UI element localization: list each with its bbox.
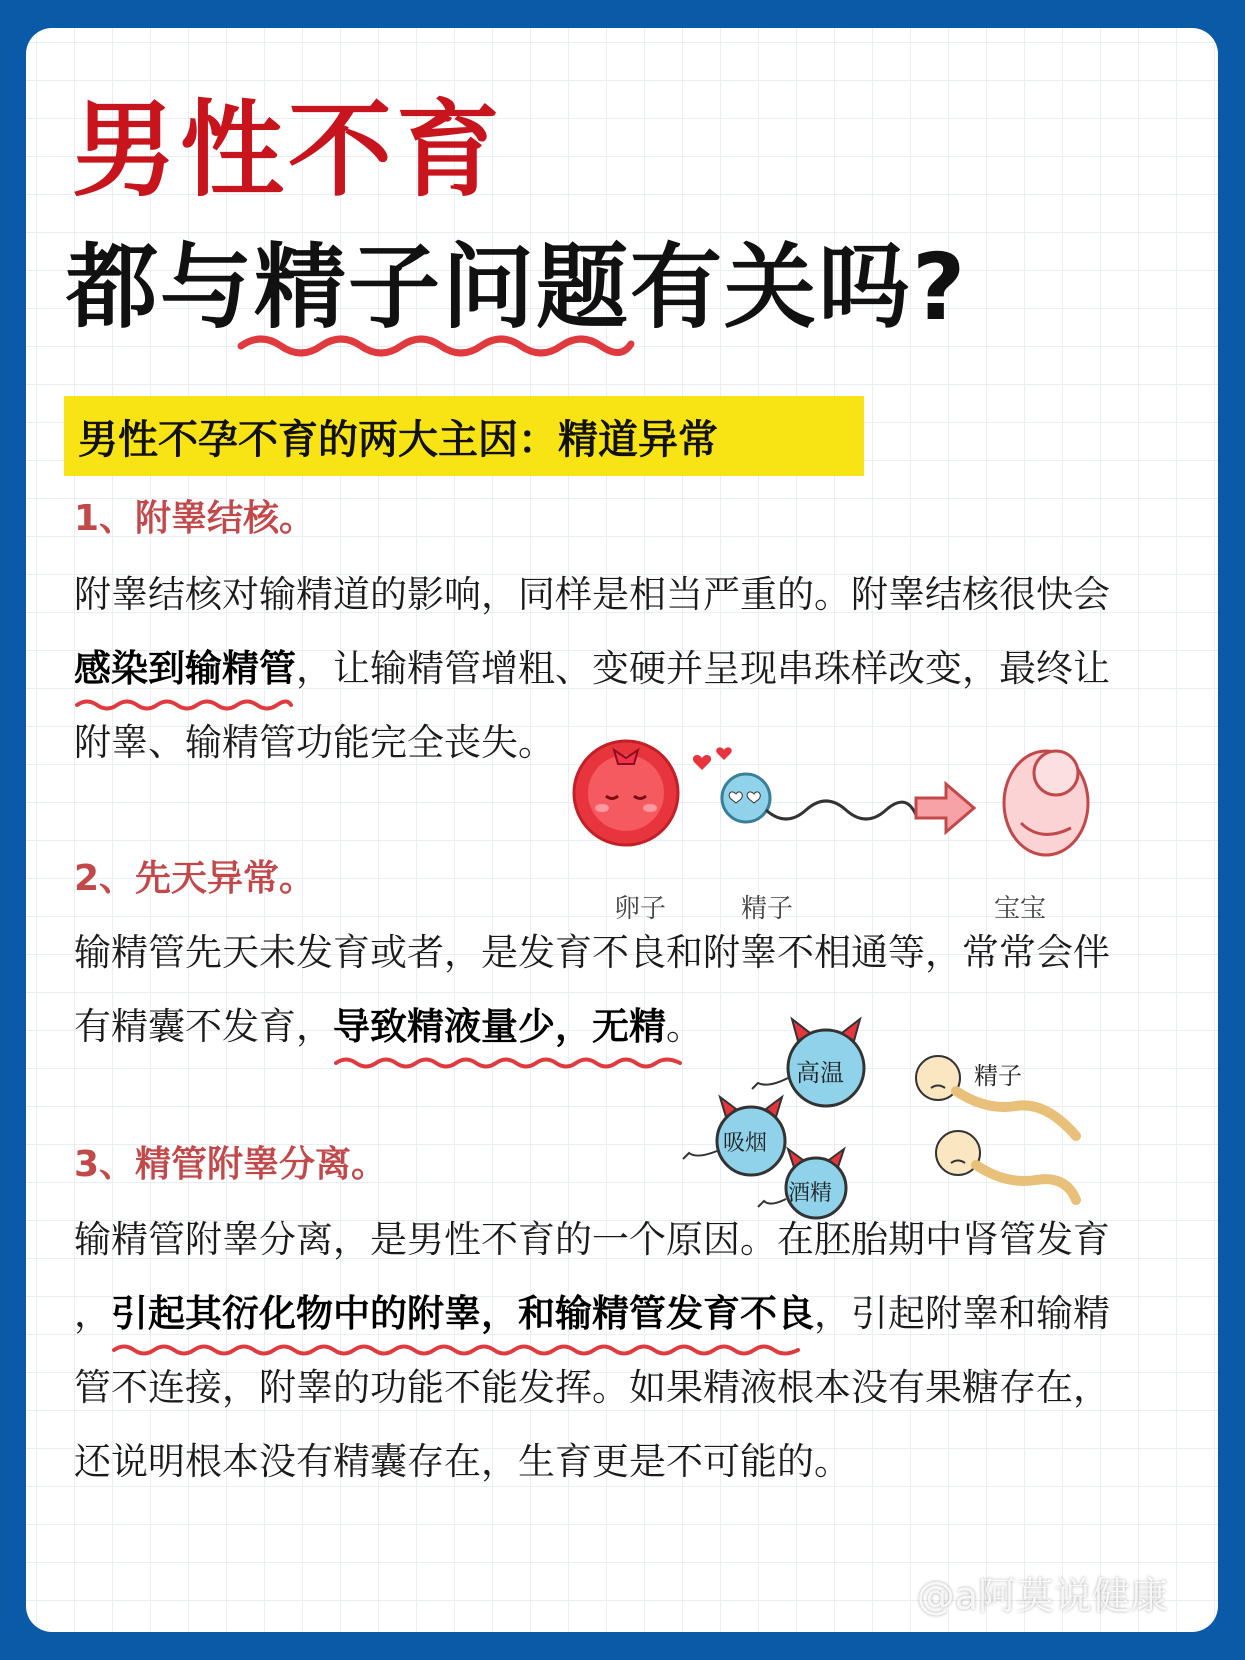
section2-wave-underline [333, 1054, 683, 1070]
sperm-label-2: 精子 [974, 1062, 1022, 1090]
risk-factors-illustration [676, 1003, 1136, 1223]
section3-line4: 还说明根本没有精囊存在，生育更是不可能的。 [74, 1440, 851, 1483]
title-wave-underline [236, 328, 636, 358]
subtitle-text: 男性不孕不育的两大主因：精道异常 [78, 416, 718, 463]
section1-line1: 附睾结核对输精道的影响，同样是相当严重的。附睾结核很快会 [74, 573, 1110, 616]
egg-sperm-baby-illustration [566, 728, 1126, 878]
egg-label: 卵子 [614, 894, 667, 924]
section2-emphasis: 导致精液量少，无精 [333, 990, 666, 1064]
section1-wave-underline [74, 696, 294, 712]
section3-heading: 3、精管附睾分离。 [74, 1144, 388, 1185]
section1-line2-rest: ，让输精管增粗、变硬并呈现串珠样改变，最终让 [296, 647, 1110, 690]
section3-emphasis: 引起其衍化物中的附睾，和输精管发育不良 [111, 1277, 814, 1351]
section1-line3: 附睾、输精管功能完全丧失。 [74, 721, 555, 764]
subtitle-highlight [64, 396, 864, 476]
section3-wave-underline [111, 1341, 801, 1357]
smoking-label: 吸烟 [723, 1131, 768, 1156]
section1-emphasis: 感染到输精管 [74, 632, 296, 706]
baby-label: 宝宝 [994, 894, 1047, 924]
section2-line1: 输精管先天未发育或者，是发育不良和附睾不相通等，常常会伴 [74, 931, 1110, 974]
egg-icon [574, 741, 678, 845]
watermark: @a阿莫说健康 [916, 1574, 1168, 1618]
section1-heading: 1、附睾结核。 [74, 498, 316, 539]
arrow-icon [916, 784, 974, 832]
section3-paragraph [74, 1203, 1174, 1499]
alcohol-label: 酒精 [788, 1181, 833, 1206]
baby-icon [1004, 751, 1088, 855]
hearts-icon [693, 747, 732, 770]
section3-line2-start: ， [74, 1292, 111, 1335]
high-temp-label: 高温 [796, 1059, 844, 1087]
title-line2: 都与精子问题有关吗? [66, 234, 968, 341]
card [26, 28, 1218, 1632]
sad-sperm-icon-2 [936, 1131, 1076, 1200]
title-line1: 男性不育 [72, 89, 505, 211]
sperm-label: 精子 [741, 894, 794, 924]
section2-heading: 2、先天异常。 [74, 858, 316, 899]
section3-line2-end: ，引起附睾和输精 [814, 1292, 1110, 1335]
section2-line2-end: 。 [666, 1005, 703, 1048]
section3-line1: 输精管附睾分离，是男性不育的一个原因。在胚胎期中肾管发育 [74, 1218, 1110, 1261]
sperm-icon [722, 774, 916, 822]
section2-line2-start: 有精囊不发育， [74, 1005, 333, 1048]
section3-line3: 管不连接，附睾的功能不能发挥。如果精液根本没有果糖存在， [74, 1366, 1110, 1409]
